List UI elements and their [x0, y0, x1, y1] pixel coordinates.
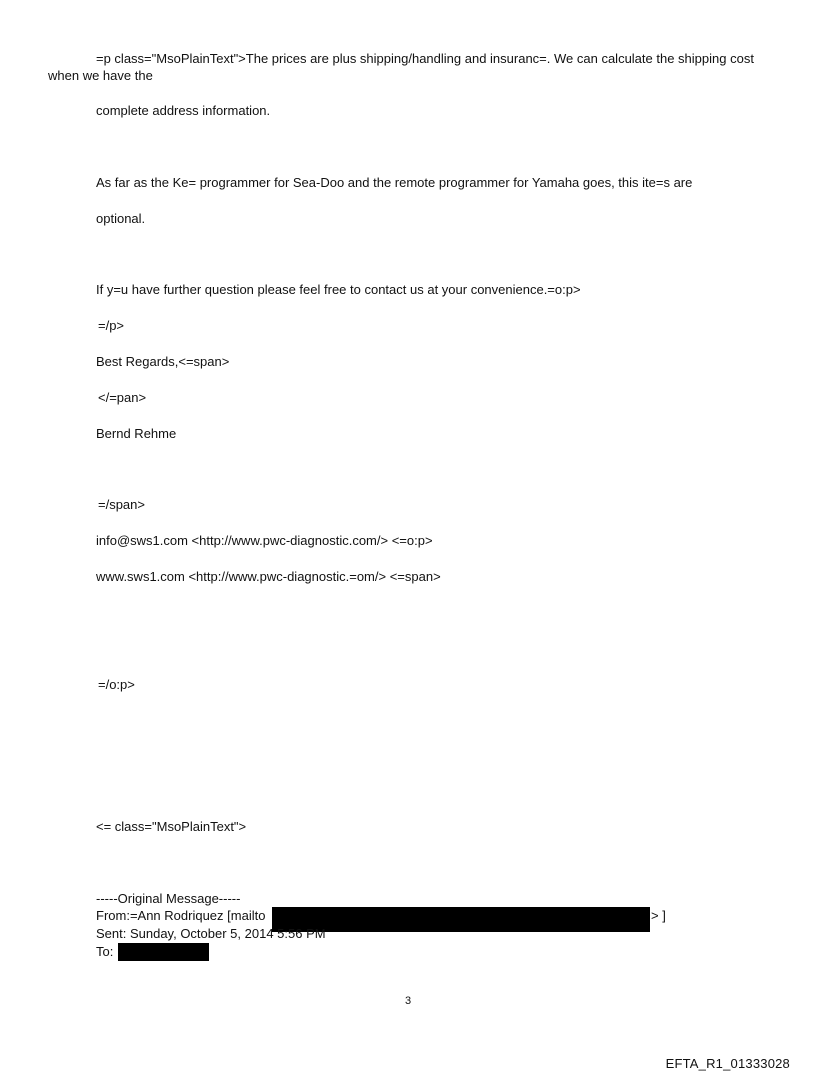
line-address: complete address information. — [96, 103, 271, 118]
redaction-box — [118, 943, 209, 961]
original-message-separator: -----Original Message----- — [96, 891, 241, 906]
paragraph-prices: =p class="MsoPlainText">The prices are plus shipping/handling and insuranc=. We can calculate the shipping cost when we have the — [48, 51, 754, 83]
page-number: 3 — [404, 995, 412, 1007]
line-regards: Best Regards,<=span> — [96, 354, 230, 369]
signature-name: Bernd Rehme — [96, 426, 177, 441]
line-questions: If y=u have further question please feel free to contact us at your convenience.=o:p> — [96, 282, 581, 297]
line-web: www.sws1.com <http://www.pwc-diagnostic.=om/> <=span> — [96, 569, 441, 584]
line-op-close: =/o:p> — [98, 677, 135, 692]
from-prefix: From:=Ann Rodriquez [mailto — [96, 908, 266, 923]
line-optional: optional. — [96, 211, 146, 226]
line-p-close: =/p> — [98, 318, 125, 333]
line-email: info@sws1.com <http://www.pwc-diagnostic.com/> <=o:p> — [96, 533, 433, 548]
original-message-from — [96, 908, 265, 924]
line-class: <= class="MsoPlainText"> — [96, 819, 247, 834]
line-pan-close: </=pan> — [98, 390, 147, 405]
line-ke-programmer: As far as the Ke= programmer for Sea-Doo and the remote programmer for Yamaha goes, this ite=s are — [96, 175, 693, 190]
bates-number: EFTA_R1_01333028 — [665, 1056, 790, 1071]
line-span-close: =/span> — [98, 497, 145, 512]
redaction-box — [272, 907, 650, 932]
original-message-sent: Sent: Sunday, October 5, 2014 5:56 PM — [96, 926, 326, 941]
from-suffix: > ] — [651, 908, 666, 923]
original-message-to: To: — [96, 944, 114, 959]
